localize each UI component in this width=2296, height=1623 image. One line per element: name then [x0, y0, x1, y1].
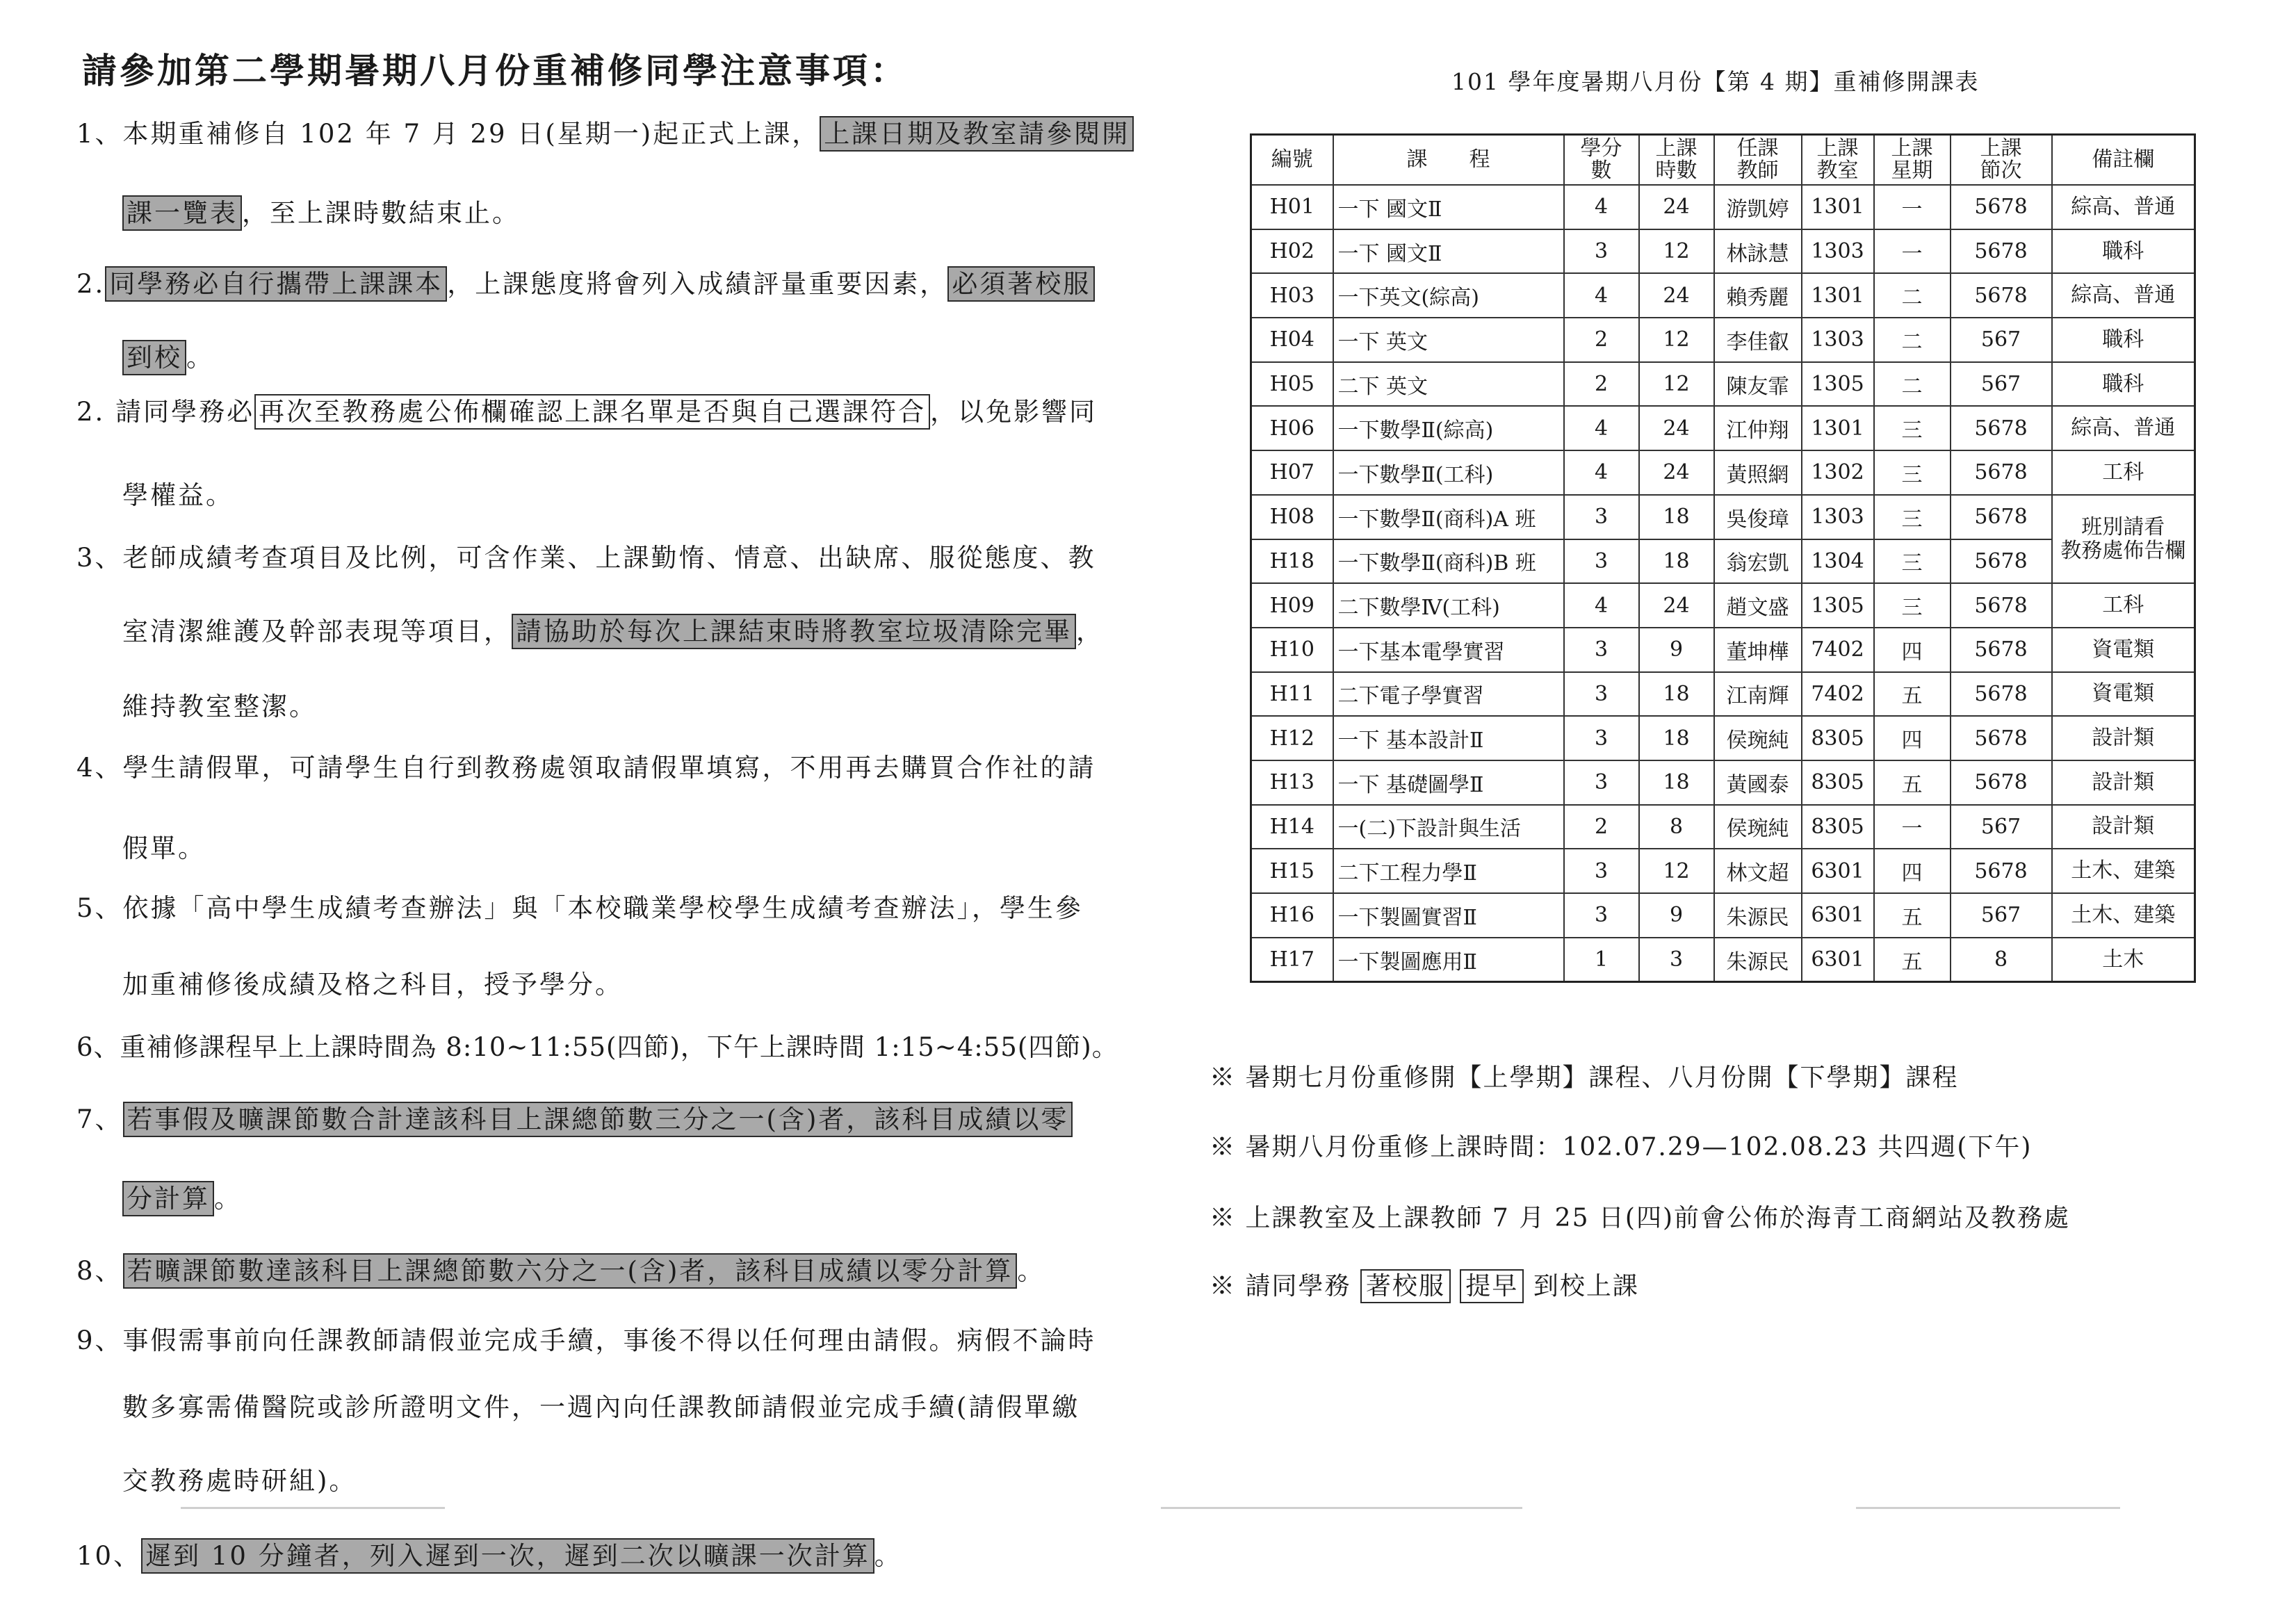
cell-hours: 3 [1639, 938, 1714, 982]
cell-room: 1305 [1802, 362, 1874, 407]
highlight: 同學務必自行攜帶上課課本 [105, 266, 447, 302]
table-row [1251, 849, 2195, 893]
note-1: ※ 暑期七月份重修開【上學期】課程、八月份開【下學期】課程 [1210, 1063, 1959, 1092]
note-2: ※ 暑期八月份重修上課時間：102.07.29—102.08.23 共四週(下午) [1210, 1133, 2033, 1161]
table-row [1251, 406, 2195, 450]
item-8-line-1: 8、 若曠課節數達該科目上課總節數六分之一(含)者，該科目成績以零分計算 。 [76, 1250, 1045, 1287]
table-row [1251, 450, 2195, 495]
item-3-line-2: 室清潔維護及幹部表現等項目， 請協助於每次上課結束時將教室垃圾清除完畢 ， [122, 610, 1104, 648]
cell-teacher: 江仲翔 [1714, 406, 1802, 450]
cell-credits: 3 [1564, 672, 1639, 717]
cell-day: 三 [1874, 495, 1951, 539]
cell-room: 1303 [1802, 318, 1874, 362]
item-9-line-2: 數多寡需備醫院或診所證明文件，一週內向任課教師請假並完成手續(請假單繳 [122, 1392, 1080, 1422]
cell-id: H03 [1251, 273, 1333, 318]
cell-teacher: 朱源民 [1714, 893, 1802, 938]
header-cell: 上課 節次 [1951, 135, 2052, 186]
cell-day: 一 [1874, 229, 1951, 274]
cell-periods: 5678 [1951, 849, 2052, 893]
cell-credits: 3 [1564, 893, 1639, 938]
cell-remark: 土木、建築 [2052, 893, 2195, 938]
cell-remark: 設計類 [2052, 760, 2195, 805]
cell-teacher: 朱源民 [1714, 938, 1802, 982]
cell-hours: 18 [1639, 672, 1714, 717]
highlight: 到校 [122, 340, 186, 375]
cell-periods: 567 [1951, 362, 2052, 407]
cell-credits: 3 [1564, 229, 1639, 274]
cell-teacher: 林詠慧 [1714, 229, 1802, 274]
cell-remark: 資電類 [2052, 628, 2195, 672]
cell-hours: 12 [1639, 318, 1714, 362]
cell-teacher: 趙文盛 [1714, 583, 1802, 628]
item-5-line-2: 加重補修後成績及格之科目，授予學分。 [122, 970, 623, 1000]
cell-course: 一下 英文 [1333, 318, 1564, 362]
cell-credits: 2 [1564, 318, 1639, 362]
cell-room: 1301 [1802, 406, 1874, 450]
cell-room: 8305 [1802, 805, 1874, 849]
cell-day: 二 [1874, 318, 1951, 362]
cell-teacher: 黃照網 [1714, 450, 1802, 495]
cell-credits: 3 [1564, 495, 1639, 539]
item-2b-line-1: 2. 請同學務必 再次至教務處公佈欄確認上課名單是否與自己選課符合 ，以免影響同 [76, 391, 1097, 428]
table-row [1251, 805, 2195, 849]
highlight: 若事假及曠課節數合計達該科目上課總節數三分之一(含)者，該科目成績以零 [123, 1102, 1073, 1137]
cell-periods: 567 [1951, 318, 2052, 362]
cell-periods: 5678 [1951, 583, 2052, 628]
cell-remark: 土木、建築 [2052, 849, 2195, 893]
item-9-line-3: 交教務處時研組)。 [122, 1466, 357, 1496]
cell-hours: 18 [1639, 716, 1714, 760]
highlight: 請協助於每次上課結束時將教室垃圾清除完畢 [512, 614, 1076, 649]
item-6-line-1: 6、重補修課程早上上課時間為 8:10~11:55(四節)，下午上課時間 1:15~4:55(四節)。 [76, 1032, 1118, 1062]
cell-course: 一下數學Ⅱ(商科)B 班 [1333, 539, 1564, 584]
cell-day: 一 [1874, 185, 1951, 229]
cell-room: 8305 [1802, 760, 1874, 805]
notice-heading: 請參加第二學期暑期八月份重補修同學注意事項： [82, 50, 908, 91]
cell-remark: 職科 [2052, 362, 2195, 407]
item-9-line-1: 9、事假需事前向任課教師請假並完成手續，事後不得以任何理由請假。病假不論時 [76, 1326, 1096, 1355]
cell-periods: 5678 [1951, 185, 2052, 229]
cell-hours: 9 [1639, 893, 1714, 938]
table-row [1251, 273, 2195, 318]
schedule-title: 101 學年度暑期八月份【第 4 期】重補修開課表 [1451, 68, 1980, 95]
cell-hours: 24 [1639, 406, 1714, 450]
item-2b-line-2: 學權益。 [122, 480, 234, 510]
scan-fold-line [1856, 1507, 2120, 1509]
cell-id: H04 [1251, 318, 1333, 362]
cell-remark: 綜高、普通 [2052, 185, 2195, 229]
cell-remark: 工科 [2052, 450, 2195, 495]
cell-id: H09 [1251, 583, 1333, 628]
cell-room: 1302 [1802, 450, 1874, 495]
cell-course: 一下 基礎圖學Ⅱ [1333, 760, 1564, 805]
cell-hours: 24 [1639, 185, 1714, 229]
cell-id: H14 [1251, 805, 1333, 849]
highlight: 必須著校服 [947, 266, 1095, 302]
cell-hours: 24 [1639, 450, 1714, 495]
highlight: 若曠課節數達該科目上課總節數六分之一(含)者，該科目成績以零分計算 [123, 1253, 1018, 1289]
cell-day: 三 [1874, 450, 1951, 495]
cell-id: H16 [1251, 893, 1333, 938]
cell-remark: 工科 [2052, 583, 2195, 628]
cell-course: 一(二)下設計與生活 [1333, 805, 1564, 849]
cell-id: H18 [1251, 539, 1333, 584]
highlight: 遲到 10 分鐘者，列入遲到一次，遲到二次以曠課一次計算 [141, 1538, 874, 1574]
cell-id: H06 [1251, 406, 1333, 450]
cell-course: 一下 國文Ⅱ [1333, 229, 1564, 274]
header-cell: 學分 數 [1564, 135, 1639, 186]
cell-id: H08 [1251, 495, 1333, 539]
cell-periods: 5678 [1951, 495, 2052, 539]
item-4-line-1: 4、學生請假單，可請學生自行到教務處領取請假單填寫，不用再去購買合作社的請 [76, 753, 1096, 783]
cell-room: 1303 [1802, 495, 1874, 539]
cell-id: H02 [1251, 229, 1333, 274]
cell-remark: 綜高、普通 [2052, 406, 2195, 450]
cell-course: 一下數學Ⅱ(商科)A 班 [1333, 495, 1564, 539]
cell-teacher: 游凱婷 [1714, 185, 1802, 229]
cell-id: H17 [1251, 938, 1333, 982]
table-row [1251, 362, 2195, 407]
item-7-line-2: 分計算 。 [122, 1177, 242, 1215]
cell-credits: 4 [1564, 185, 1639, 229]
cell-hours: 12 [1639, 362, 1714, 407]
cell-credits: 1 [1564, 938, 1639, 982]
header-cell: 備註欄 [2052, 135, 2195, 186]
header-cell: 上課 星期 [1874, 135, 1951, 186]
cell-course: 一下 基本設計Ⅱ [1333, 716, 1564, 760]
cell-id: H11 [1251, 672, 1333, 717]
cell-teacher: 侯琬純 [1714, 805, 1802, 849]
scan-fold-line [1161, 1507, 1522, 1509]
cell-remark: 設計類 [2052, 716, 2195, 760]
cell-hours: 24 [1639, 273, 1714, 318]
cell-course: 二下電子學實習 [1333, 672, 1564, 717]
table-row [1251, 628, 2195, 672]
header-cell: 編號 [1251, 135, 1333, 186]
cell-room: 8305 [1802, 716, 1874, 760]
cell-course: 二下 英文 [1333, 362, 1564, 407]
cell-id: H15 [1251, 849, 1333, 893]
boxed-text: 再次至教務處公佈欄確認上課名單是否與自己選課符合 [254, 394, 930, 430]
cell-credits: 3 [1564, 760, 1639, 805]
cell-course: 一下製圖實習Ⅱ [1333, 893, 1564, 938]
item-1-line-1: 1、本期重補修自 102 年 7 月 29 日(星期一)起正式上課， 上課日期及教室請參閱開 [76, 113, 1134, 150]
cell-remark: 職科 [2052, 318, 2195, 362]
cell-room: 1301 [1802, 185, 1874, 229]
header-cell: 上課 時數 [1639, 135, 1714, 186]
cell-remark: 資電類 [2052, 672, 2195, 717]
cell-credits: 3 [1564, 849, 1639, 893]
cell-credits: 3 [1564, 628, 1639, 672]
cell-id: H10 [1251, 628, 1333, 672]
cell-course: 一下 國文Ⅱ [1333, 185, 1564, 229]
cell-teacher: 侯琬純 [1714, 716, 1802, 760]
item-3-line-3: 維持教室整潔。 [122, 692, 317, 721]
item-3-line-1: 3、老師成績考查項目及比例，可含作業、上課勤惰、情意、出缺席、服從態度、教 [76, 543, 1096, 573]
table-row [1251, 229, 2195, 274]
cell-teacher: 翁宏凱 [1714, 539, 1802, 584]
cell-day: 二 [1874, 362, 1951, 407]
table-row [1251, 760, 2195, 805]
cell-remark: 土木 [2052, 938, 2195, 982]
cell-day: 五 [1874, 893, 1951, 938]
item-10-line-1: 10、 遲到 10 分鐘者，列入遲到一次，遲到二次以曠課一次計算 。 [76, 1535, 902, 1572]
cell-day: 五 [1874, 672, 1951, 717]
boxed-text: 著校服 [1360, 1269, 1451, 1303]
cell-day: 二 [1874, 273, 1951, 318]
cell-day: 三 [1874, 406, 1951, 450]
cell-course: 一下基本電學實習 [1333, 628, 1564, 672]
note-3: ※ 上課教室及上課教師 7 月 25 日(四)前會公佈於海青工商網站及教務處 [1210, 1204, 2071, 1232]
cell-room: 7402 [1802, 672, 1874, 717]
right-page [1147, 0, 2296, 1623]
item-4-line-2: 假單。 [122, 833, 206, 863]
cell-remark: 職科 [2052, 229, 2195, 274]
cell-day: 四 [1874, 716, 1951, 760]
cell-day: 四 [1874, 628, 1951, 672]
table-row [1251, 185, 2195, 229]
note-4: ※ 請同學務 著校服 提早 到校上課 [1210, 1266, 1639, 1302]
cell-teacher: 江南輝 [1714, 672, 1802, 717]
table-header-row [1251, 135, 2195, 186]
cell-hours: 8 [1639, 805, 1714, 849]
cell-periods: 5678 [1951, 539, 2052, 584]
cell-credits: 2 [1564, 362, 1639, 407]
table-row [1251, 318, 2195, 362]
cell-room: 6301 [1802, 849, 1874, 893]
cell-periods: 5678 [1951, 628, 2052, 672]
cell-hours: 18 [1639, 495, 1714, 539]
cell-credits: 3 [1564, 716, 1639, 760]
schedule-table [1250, 133, 2196, 983]
cell-periods: 5678 [1951, 273, 2052, 318]
cell-teacher: 吳俊璋 [1714, 495, 1802, 539]
table-row [1251, 583, 2195, 628]
cell-course: 二下工程力學Ⅱ [1333, 849, 1564, 893]
item-2-line-1: 2. 同學務必自行攜帶上課課本 ，上課態度將會列入成績評量重要因素， 必須著校服 [76, 263, 1095, 300]
cell-periods: 8 [1951, 938, 2052, 982]
cell-teacher: 林文超 [1714, 849, 1802, 893]
cell-hours: 12 [1639, 229, 1714, 274]
header-cell: 上課 教室 [1802, 135, 1874, 186]
cell-periods: 5678 [1951, 760, 2052, 805]
cell-periods: 567 [1951, 805, 2052, 849]
cell-credits: 4 [1564, 583, 1639, 628]
cell-course: 一下數學Ⅱ(工科) [1333, 450, 1564, 495]
item-5-line-1: 5、依據「高中學生成績考查辦法」與「本校職業學校學生成績考查辦法」，學生參 [76, 893, 1084, 923]
cell-periods: 5678 [1951, 450, 2052, 495]
cell-credits: 4 [1564, 406, 1639, 450]
cell-day: 五 [1874, 760, 1951, 805]
cell-teacher: 賴秀麗 [1714, 273, 1802, 318]
item-2-line-2: 到校 。 [122, 336, 214, 374]
item-7-line-1: 7、 若事假及曠課節數合計達該科目上課總節數三分之一(含)者，該科目成績以零 [76, 1098, 1073, 1136]
cell-credits: 3 [1564, 539, 1639, 584]
cell-room: 6301 [1802, 893, 1874, 938]
cell-hours: 18 [1639, 539, 1714, 584]
header-cell: 任課 教師 [1714, 135, 1802, 186]
cell-credits: 2 [1564, 805, 1639, 849]
cell-room: 1305 [1802, 583, 1874, 628]
cell-id: H12 [1251, 716, 1333, 760]
highlight: 課一覽表 [122, 195, 242, 231]
cell-periods: 567 [1951, 893, 2052, 938]
cell-credits: 4 [1564, 273, 1639, 318]
cell-remark: 班別請看 教務處佈告欄 [2052, 495, 2195, 583]
cell-periods: 5678 [1951, 716, 2052, 760]
cell-day: 三 [1874, 539, 1951, 584]
cell-hours: 18 [1639, 760, 1714, 805]
cell-room: 1301 [1802, 273, 1874, 318]
boxed-text: 提早 [1460, 1269, 1524, 1303]
cell-teacher: 黃國泰 [1714, 760, 1802, 805]
cell-id: H13 [1251, 760, 1333, 805]
cell-remark: 綜高、普通 [2052, 273, 2195, 318]
cell-course: 一下製圖應用Ⅱ [1333, 938, 1564, 982]
cell-day: 三 [1874, 583, 1951, 628]
cell-room: 1304 [1802, 539, 1874, 584]
cell-room: 7402 [1802, 628, 1874, 672]
cell-id: H07 [1251, 450, 1333, 495]
cell-course: 二下數學Ⅳ(工科) [1333, 583, 1564, 628]
table-row [1251, 893, 2195, 938]
table-row [1251, 938, 2195, 982]
cell-course: 一下英文(綜高) [1333, 273, 1564, 318]
cell-day: 一 [1874, 805, 1951, 849]
item-1-line-2: 課一覽表 ，至上課時數結束止。 [122, 192, 520, 229]
cell-credits: 4 [1564, 450, 1639, 495]
cell-day: 五 [1874, 938, 1951, 982]
cell-periods: 5678 [1951, 406, 2052, 450]
cell-course: 一下數學Ⅱ(綜高) [1333, 406, 1564, 450]
cell-id: H01 [1251, 185, 1333, 229]
table-row [1251, 716, 2195, 760]
cell-teacher: 陳友霏 [1714, 362, 1802, 407]
cell-hours: 24 [1639, 583, 1714, 628]
cell-remark: 設計類 [2052, 805, 2195, 849]
cell-periods: 5678 [1951, 229, 2052, 274]
cell-hours: 12 [1639, 849, 1714, 893]
table-row [1251, 672, 2195, 717]
cell-id: H05 [1251, 362, 1333, 407]
cell-hours: 9 [1639, 628, 1714, 672]
cell-day: 四 [1874, 849, 1951, 893]
cell-teacher: 李佳叡 [1714, 318, 1802, 362]
header-cell: 課 程 [1333, 135, 1564, 186]
cell-teacher: 董坤樺 [1714, 628, 1802, 672]
scan-fold-line [181, 1507, 445, 1509]
left-page [0, 0, 1147, 1623]
cell-room: 6301 [1802, 938, 1874, 982]
cell-room: 1303 [1802, 229, 1874, 274]
highlight: 分計算 [122, 1181, 214, 1216]
cell-periods: 5678 [1951, 672, 2052, 717]
table-row [1251, 495, 2195, 539]
highlight: 上課日期及教室請參閱開 [820, 116, 1134, 152]
